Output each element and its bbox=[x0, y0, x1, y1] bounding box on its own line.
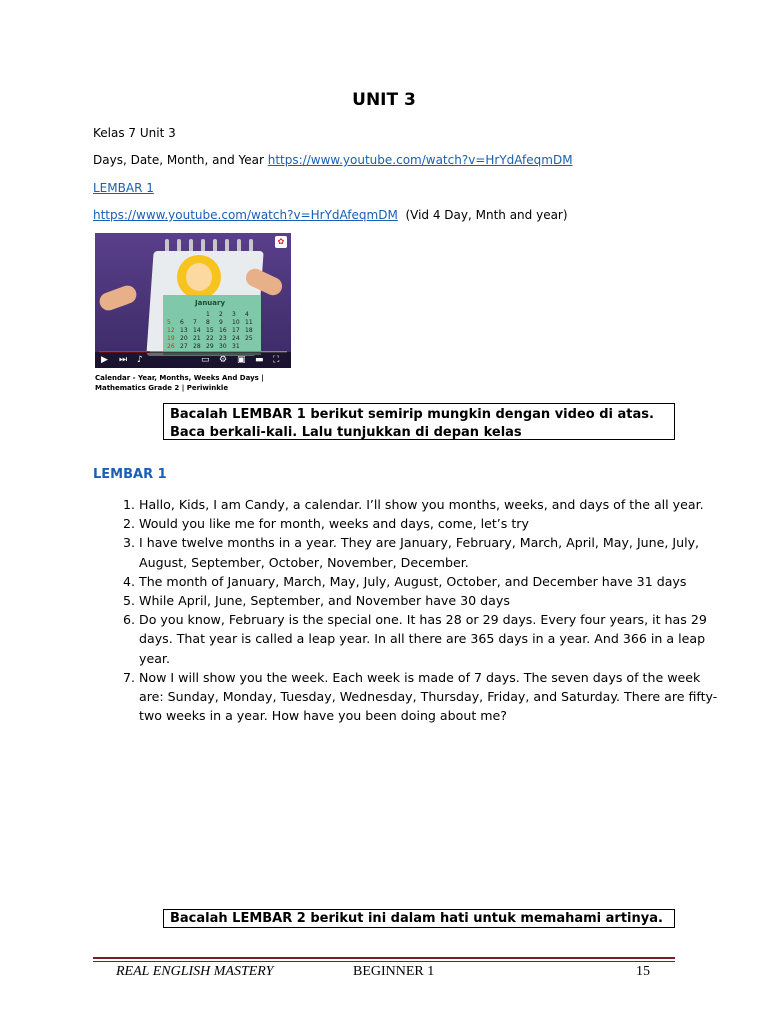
footer-series-title: REAL ENGLISH MASTERY bbox=[116, 964, 274, 979]
instruction-box-2: Bacalah LEMBAR 2 berikut ini dalam hati untuk memahami artinya. bbox=[163, 909, 675, 928]
next-icon[interactable]: ⏭ bbox=[119, 355, 128, 365]
lembar-1-list bbox=[93, 495, 719, 725]
footer-rule bbox=[93, 957, 675, 959]
fullscreen-icon[interactable]: ⛶ bbox=[273, 355, 280, 365]
calendar-day-number: 31 bbox=[232, 343, 240, 350]
calendar-day-number: 6 bbox=[180, 319, 184, 326]
list-item: 5. While April, June, September, and November have 30 days bbox=[139, 591, 719, 610]
footer-level: BEGINNER 1 bbox=[353, 964, 435, 979]
theater-icon[interactable]: ▬ bbox=[255, 355, 264, 365]
calendar-day-number: 20 bbox=[180, 335, 188, 342]
list-item: 2. Would you like me for month, weeks and days, come, let’s try bbox=[139, 514, 719, 533]
calendar-day-number: 1 bbox=[206, 311, 210, 318]
topic-link[interactable]: https://www.youtube.com/watch?v=HrYdAfeqmDM bbox=[267, 153, 573, 167]
video-thumbnail[interactable] bbox=[95, 233, 291, 368]
section-heading: LEMBAR 1 bbox=[93, 467, 167, 482]
calendar-day-number: 2 bbox=[219, 311, 223, 318]
lembar-1-link[interactable]: LEMBAR 1 bbox=[93, 181, 154, 195]
calendar-day-number: 28 bbox=[193, 343, 201, 350]
channel-logo-icon: ✿ bbox=[275, 236, 287, 248]
calendar-day-number: 9 bbox=[219, 319, 223, 326]
calendar-day-number: 8 bbox=[206, 319, 210, 326]
calendar-day-number: 21 bbox=[193, 335, 201, 342]
calendar-day-number: 10 bbox=[232, 319, 240, 326]
list-item: 6. Do you know, February is the special one. It has 28 or 29 days. Every four years, it has 29 days. That year is called a leap year. In all there are 365 days in a year. And 366 in a leap year. bbox=[139, 610, 719, 668]
topic-line bbox=[93, 152, 573, 168]
character-face bbox=[186, 263, 212, 291]
list-item: 1. Hallo, Kids, I am Candy, a calendar. I’ll show you months, weeks, and days of the all year. bbox=[139, 495, 719, 514]
calendar-day-number: 22 bbox=[206, 335, 214, 342]
page-title: UNIT 3 bbox=[352, 90, 416, 110]
calendar-day-number: 7 bbox=[193, 319, 197, 326]
calendar-day-number: 16 bbox=[219, 327, 227, 334]
volume-icon[interactable]: ♪ bbox=[137, 355, 143, 365]
calendar-day-number: 27 bbox=[180, 343, 188, 350]
calendar-day-number: 14 bbox=[193, 327, 201, 334]
video-link-line bbox=[93, 207, 568, 223]
captions-icon[interactable]: ▭ bbox=[201, 355, 210, 365]
calendar-month: January bbox=[195, 299, 226, 307]
left-hand bbox=[97, 283, 139, 313]
calendar-day-number: 3 bbox=[232, 311, 236, 318]
list-item: 3. I have twelve months in a year. They are January, February, March, April, May, June, July, August, September, October, November, December. bbox=[139, 533, 719, 571]
calendar-day-number: 23 bbox=[219, 335, 227, 342]
page-number: 15 bbox=[636, 964, 650, 979]
calendar-day-number: 15 bbox=[206, 327, 214, 334]
miniplayer-icon[interactable]: ▣ bbox=[237, 355, 246, 365]
calendar-day-number: 4 bbox=[245, 311, 249, 318]
calendar-day-number: 11 bbox=[245, 319, 253, 326]
calendar-day-number: 25 bbox=[245, 335, 253, 342]
calendar-day-number: 26 bbox=[167, 343, 175, 350]
video-link[interactable]: https://www.youtube.com/watch?v=HrYdAfeqmDM bbox=[93, 208, 398, 222]
class-line: Kelas 7 Unit 3 bbox=[93, 126, 176, 140]
calendar-day-number: 29 bbox=[206, 343, 214, 350]
video-controls bbox=[95, 352, 291, 368]
instruction-box-1: Bacalah LEMBAR 1 berikut semirip mungkin dengan video di atas. Baca berkali-kali. Lalu tunjukkan di depan kelas bbox=[163, 403, 675, 440]
footer-rule-thin bbox=[93, 961, 675, 962]
calendar-day-number: 17 bbox=[232, 327, 240, 334]
calendar-day-number: 19 bbox=[167, 335, 175, 342]
calendar-day-number: 30 bbox=[219, 343, 227, 350]
play-icon[interactable]: ▶ bbox=[101, 355, 108, 365]
calendar-day-number: 18 bbox=[245, 327, 253, 334]
video-note: (Vid 4 Day, Mnth and year) bbox=[405, 208, 568, 222]
calendar-day-number: 12 bbox=[167, 327, 175, 334]
list-item: 7. Now I will show you the week. Each week is made of 7 days. The seven days of the week are: Sunday, Monday, Tuesday, Wednesday, Thursday, Friday, and Saturday. There are fifty-two weeks in a year. How have you been doing about me? bbox=[139, 668, 719, 726]
calendar-day-number: 24 bbox=[232, 335, 240, 342]
calendar-day-number: 5 bbox=[167, 319, 171, 326]
lembar-link-line bbox=[93, 180, 154, 196]
calendar-day-number: 13 bbox=[180, 327, 188, 334]
topic-text: Days, Date, Month, and Year bbox=[93, 153, 268, 167]
settings-icon[interactable]: ⚙ bbox=[219, 355, 228, 365]
video-caption: Calendar - Year, Months, Weeks And Days | Mathematics Grade 2 | Periwinkle bbox=[95, 374, 264, 392]
list-item: 4. The month of January, March, May, July, August, October, and December have 31 days bbox=[139, 572, 719, 591]
